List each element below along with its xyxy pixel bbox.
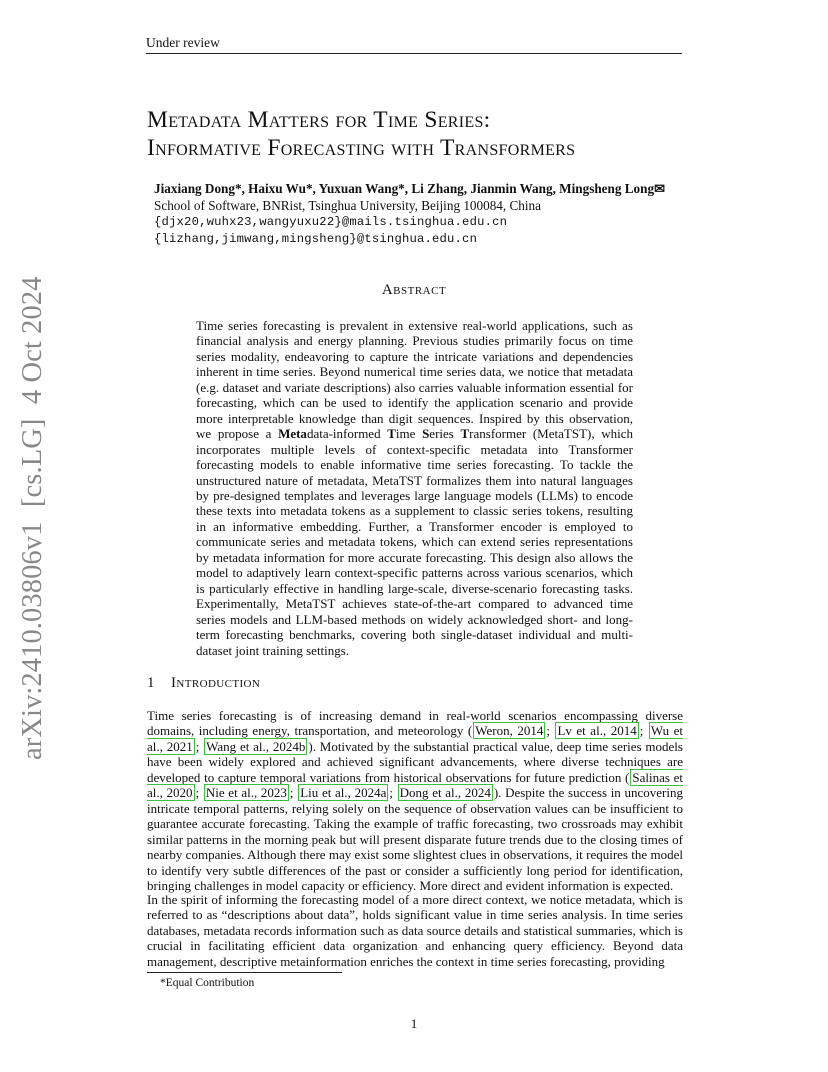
- section-heading-introduction: [147, 675, 683, 692]
- citation-link[interactable]: Salinas et al., 2020: [147, 769, 684, 801]
- citation-link[interactable]: Wang et al., 2024b: [206, 738, 306, 754]
- section-number: 1: [147, 675, 155, 691]
- abstract-model-name-part: ime: [395, 426, 423, 442]
- footnote: *Equal Contribution: [160, 977, 255, 989]
- abstract-body: [196, 318, 633, 658]
- title-line-1: Metadata Matters for Time Series:: [147, 107, 491, 133]
- abstract-model-name-t: T: [387, 426, 396, 442]
- citation-separator: ;: [389, 785, 397, 801]
- page-number: 1: [410, 1016, 418, 1031]
- abstract-text: Time series forecasting is prevalent in extensive real-world applications, such as financial analysis and energy planning. Previous studies primarily focus on time series modality, endeavoring to capture the intricate variations and dependencies inherent in time series. Beyond numerical time series data, we notice that metadata (e.g. dataset and variate descriptions) also carries valuable information essential for forecasting, which can be used to identify the application scenario and provide more interpretable knowledge than digit sequences. Inspired by this observation, we propose a: [196, 318, 633, 442]
- citation-link[interactable]: Nie et al., 2023: [205, 785, 287, 801]
- email-line-1[interactable]: {djx20,wuhx23,wangyuxu22}@mails.tsinghua.edu.cn: [154, 215, 508, 229]
- footnote-rule: [147, 972, 342, 973]
- citation-separator: ;: [546, 723, 555, 739]
- paragraph-text: ). Motivated by the substantial practical value, deep time series models have been widely explored and achieved significant advancements, where diverse techniques are developed to capture temporal variations from historical observations for future prediction (: [147, 738, 683, 785]
- citation-link[interactable]: Liu et al., 2024a: [300, 785, 387, 801]
- citation-link[interactable]: Lv et al., 2014: [557, 723, 637, 739]
- abstract-model-name-t2: T: [460, 426, 470, 442]
- arxiv-stamp: arXiv:2410.03806v1 [cs.LG] 4 Oct 2024: [17, 276, 48, 760]
- citation-separator: ;: [289, 785, 298, 801]
- title-line-2: Informative Forecasting with Transformers: [147, 135, 576, 161]
- author-block: [154, 180, 684, 248]
- citation-link[interactable]: Weron, 2014: [475, 723, 544, 739]
- affiliation: School of Software, BNRist, Tsinghua University, Beijing 100084, China: [154, 198, 541, 213]
- abstract-model-name-s: S: [422, 426, 430, 442]
- citation-link[interactable]: Dong et al., 2024: [399, 785, 491, 801]
- citation-separator: ;: [195, 785, 203, 801]
- abstract-text-rest: ransformer (MetaTST), which incorporates multiple levels of context-specific metadata into Transformer forecasting models to enable informative time series forecasting. To tackle the unstructured nature of metadata, MetaTST formalizes them into natural languages by pre-designed templates and leverages large language models (LLMs) to encode these texts into metadata tokens as a supplement to classic series tokens, resulting in an informative embedding. Further, a Transformer encoder is employed to communicate series and metadata tokens, which can extend series representations by metadata information for more accurate forecasting. This design also allows the model to adaptively learn context-specific patterns across various scenarios, which is particularly effective in handling large-scale, diverse-scenario forecasting tasks. Experimentally, MetaTST achieves state-of-the-art compared to advanced time series models and LLM-based methods on widely acknowledged short- and long-term forecasting benchmarks, covering both single-dataset individual and multi-dataset joint training settings.: [196, 426, 634, 658]
- section-name: Introduction: [171, 675, 261, 691]
- intro-paragraph-2: In the spirit of informing the forecasting model of a more direct context, we notice metadata, which is referred to as “descriptions about data”, holds significant value in time series analysis. In time series databases, metadata records information such as data source details and statistical summaries, which is crucial in facilitating efficient data organization and enhancing query efficiency. Beyond data management, descriptive metainformation enriches the context in time series forecasting, providing: [147, 892, 683, 969]
- email-line-2[interactable]: {lizhang,jimwang,mingsheng}@tsinghua.edu.cn: [154, 232, 478, 246]
- author-names: Jiaxiang Dong*, Haixu Wu*, Yuxuan Wang*, Li Zhang, Jianmin Wang, Mingsheng Long✉: [154, 181, 666, 196]
- paragraph-text: Time series forecasting is of increasing demand in real-world scenarios encompassing diverse domains, including energy, transportation, and meteorology (: [147, 708, 683, 739]
- abstract-heading: Abstract: [381, 282, 447, 298]
- abstract-model-name-part: data-informed: [306, 426, 388, 442]
- citation-separator: ;: [195, 738, 204, 754]
- intro-paragraph-1: [147, 708, 683, 893]
- abstract-model-name-part: eries: [429, 426, 461, 442]
- running-head: Under review: [146, 35, 682, 54]
- citation-link[interactable]: Wu et al., 2021: [147, 723, 683, 754]
- paper-title: [147, 106, 707, 162]
- abstract-model-name-meta: Meta: [278, 426, 307, 442]
- citation-separator: ;: [639, 723, 648, 739]
- paragraph-text: ). Despite the success in uncovering intricate temporal patterns, relying solely on the sequence of observation values can be insufficient to guarantee accurate forecasting. Taking the example of traffic forecasting, two crossroads may exhibit similar patterns in the morning peak but will present disparate future trends due to the closing times of nearby companies. Although there may exist some slightest clues in observations, it requires the model to identify very subtle differences of the past or consider a sufficiently long period for identification, bringing challenges in model capacity or efficiency. More direct and evident information is expected.: [147, 785, 683, 893]
